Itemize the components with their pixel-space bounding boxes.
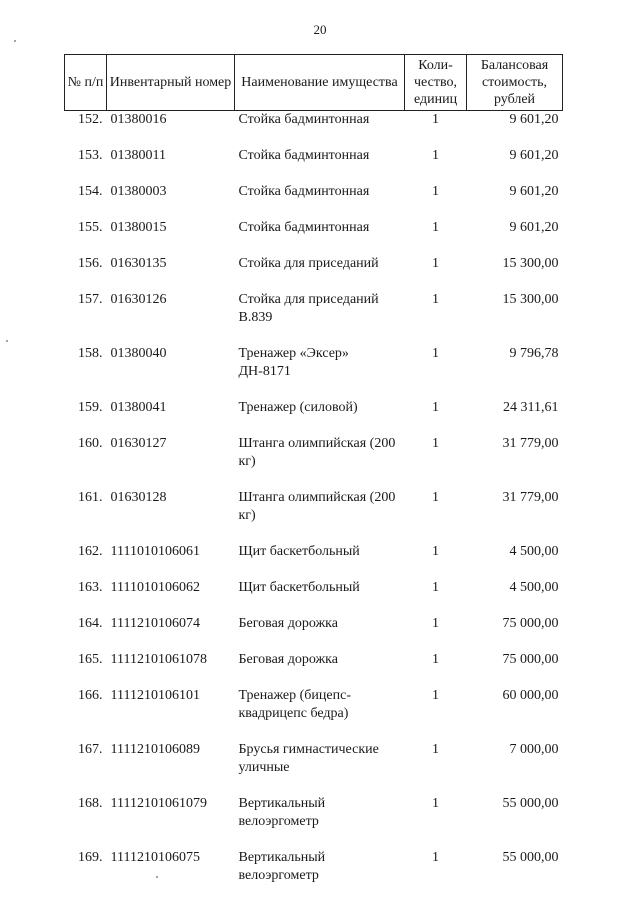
row-item-name: Стойка бадминтонная — [238, 112, 370, 127]
row-inventory-number: 01630127 — [110, 435, 167, 451]
row-quantity: 1 — [432, 615, 439, 631]
row-quantity: 1 — [432, 345, 439, 361]
row-quantity: 1 — [432, 651, 439, 667]
row-inventory-number: 01380041 — [110, 399, 167, 415]
row-cost: 55 000,00 — [502, 849, 559, 865]
row-item-name: Брусья гимнастические уличные — [238, 741, 379, 775]
row-number: 158. — [78, 345, 103, 361]
row-quantity: 1 — [432, 579, 439, 595]
row-number: 161. — [78, 489, 103, 505]
scan-speck — [156, 876, 158, 878]
row-number: 154. — [78, 183, 103, 199]
row-item-name: Стойка бадминтонная — [238, 147, 370, 163]
row-item-name: Штанга олимпийская (200 кг) — [238, 489, 396, 523]
row-number: 165. — [78, 651, 103, 667]
row-cost: 24 311,61 — [503, 399, 559, 415]
row-cost: 75 000,00 — [502, 651, 559, 667]
row-item-name: Стойка для приседаний В.839 — [238, 291, 379, 325]
row-cost: 9 601,20 — [509, 183, 559, 199]
table-row — [65, 345, 563, 399]
row-cost: 31 779,00 — [502, 435, 559, 451]
row-quantity: 1 — [432, 183, 439, 199]
row-cost: 9 601,20 — [509, 219, 559, 235]
table-row — [65, 435, 563, 489]
table-row — [65, 849, 563, 903]
row-item-name: Тренажер (бицепс-квадрицепс бедра) — [238, 687, 351, 721]
row-cost: 55 000,00 — [502, 795, 559, 811]
table-row — [65, 651, 563, 687]
header-cost: Балансовая стоимость, рублей — [467, 55, 563, 111]
row-quantity: 1 — [432, 291, 439, 307]
row-cost: 9 601,20 — [509, 112, 559, 127]
row-cost: 9 601,20 — [509, 147, 559, 163]
row-item-name: Тренажер «Эксер» ДН-8171 — [238, 345, 349, 379]
row-inventory-number: 01380011 — [110, 147, 166, 163]
table-body — [65, 111, 563, 903]
header-name: Наименование имущества — [235, 55, 405, 111]
row-item-name: Щит баскетбольный — [238, 579, 360, 595]
row-quantity: 1 — [432, 112, 439, 127]
row-item-name: Стойка бадминтонная — [238, 183, 370, 199]
row-cost: 7 000,00 — [509, 741, 559, 757]
header-inventory: Инвентарный номер — [107, 55, 235, 111]
table-row — [65, 741, 563, 795]
row-inventory-number: 1111210106075 — [110, 849, 200, 865]
row-cost: 15 300,00 — [502, 255, 559, 271]
row-cost: 4 500,00 — [509, 579, 559, 595]
row-quantity: 1 — [432, 741, 439, 757]
row-quantity: 1 — [432, 399, 439, 415]
table-row — [65, 795, 563, 849]
row-item-name: Стойка бадминтонная — [238, 219, 370, 235]
row-inventory-number: 1111010106062 — [110, 579, 200, 595]
row-quantity: 1 — [432, 849, 439, 865]
row-item-name: Вертикальный велоэргометр — [238, 795, 326, 829]
row-item-name: Беговая дорожка — [238, 651, 338, 667]
row-inventory-number: 01380003 — [110, 183, 167, 199]
row-item-name: Щит баскетбольный — [238, 543, 360, 559]
row-inventory-number: 01380040 — [110, 345, 167, 361]
table-header — [65, 55, 563, 111]
row-inventory-number: 11112101061078 — [110, 651, 207, 667]
row-item-name: Вертикальный велоэргометр — [238, 849, 326, 883]
row-quantity: 1 — [432, 489, 439, 505]
row-quantity: 1 — [432, 255, 439, 271]
row-number: 156. — [78, 255, 103, 271]
row-number: 162. — [78, 543, 103, 559]
row-quantity: 1 — [432, 147, 439, 163]
row-inventory-number: 01630126 — [110, 291, 167, 307]
row-quantity: 1 — [432, 795, 439, 811]
row-item-name: Штанга олимпийская (200 кг) — [238, 435, 396, 469]
row-inventory-number: 11112101061079 — [110, 795, 207, 811]
row-number: 168. — [78, 795, 103, 811]
row-cost: 31 779,00 — [502, 489, 559, 505]
row-cost: 4 500,00 — [509, 543, 559, 559]
table-row — [65, 255, 563, 291]
row-quantity: 1 — [432, 687, 439, 703]
table-row — [65, 111, 563, 147]
row-number: 153. — [78, 147, 103, 163]
row-inventory-number: 01630128 — [110, 489, 167, 505]
header-num: № п/п — [65, 55, 107, 111]
row-item-name: Стойка для приседаний — [238, 255, 379, 271]
row-item-name: Беговая дорожка — [238, 615, 338, 631]
row-cost: 60 000,00 — [502, 687, 559, 703]
row-number: 155. — [78, 219, 103, 235]
row-cost: 75 000,00 — [502, 615, 559, 631]
row-inventory-number: 01380016 — [110, 112, 167, 127]
row-inventory-number: 01380015 — [110, 219, 167, 235]
header-qty: Коли-чество, единиц — [405, 55, 467, 111]
row-inventory-number: 01630135 — [110, 255, 167, 271]
row-number: 167. — [78, 741, 103, 757]
row-number: 152. — [78, 112, 103, 127]
row-item-name: Тренажер (силовой) — [238, 399, 358, 415]
row-number: 159. — [78, 399, 103, 415]
row-number: 163. — [78, 579, 103, 595]
row-inventory-number: 1111210106074 — [110, 615, 200, 631]
row-quantity: 1 — [432, 219, 439, 235]
row-inventory-number: 1111210106101 — [110, 687, 200, 703]
table-row — [65, 291, 563, 345]
row-cost: 9 796,78 — [509, 345, 559, 361]
page-number: 20 — [313, 22, 327, 37]
row-quantity: 1 — [432, 543, 439, 559]
row-inventory-number: 1111210106089 — [110, 741, 200, 757]
table-row — [65, 579, 563, 615]
table-row — [65, 399, 563, 435]
inventory-table — [64, 54, 563, 903]
table-row — [65, 489, 563, 543]
table-row — [65, 687, 563, 741]
row-cost: 15 300,00 — [502, 291, 559, 307]
table-row — [65, 543, 563, 579]
row-number: 166. — [78, 687, 103, 703]
table-row — [65, 615, 563, 651]
row-number: 169. — [78, 849, 103, 865]
table-row — [65, 183, 563, 219]
table-row — [65, 219, 563, 255]
scan-speck — [6, 340, 8, 342]
row-number: 157. — [78, 291, 103, 307]
row-quantity: 1 — [432, 435, 439, 451]
row-inventory-number: 1111010106061 — [110, 543, 200, 559]
row-number: 160. — [78, 435, 103, 451]
scan-speck — [14, 40, 16, 42]
table-row — [65, 147, 563, 183]
row-number: 164. — [78, 615, 103, 631]
